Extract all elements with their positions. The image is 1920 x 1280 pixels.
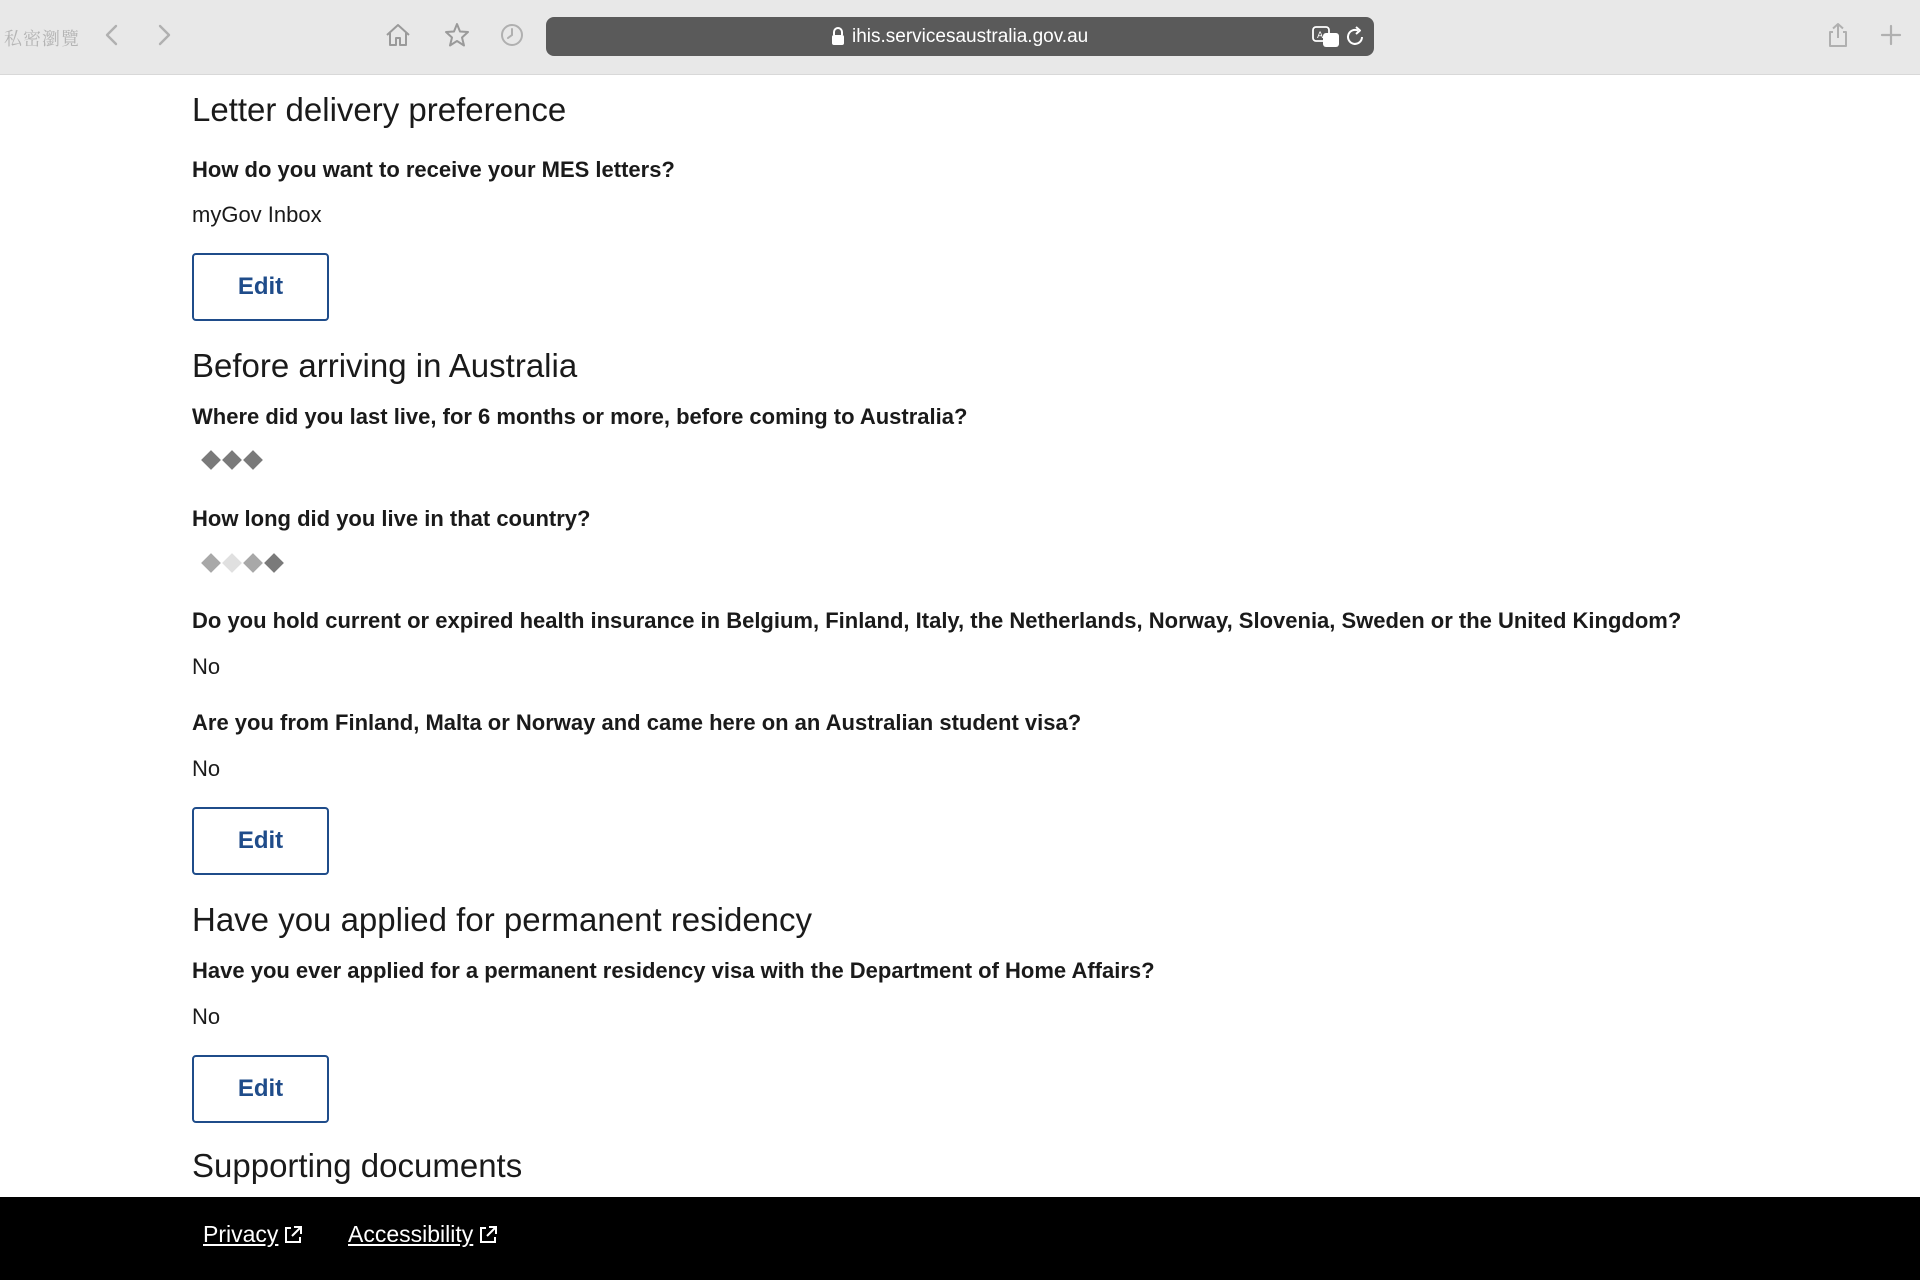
answer-how-long-masked — [204, 556, 288, 570]
translate-icon[interactable] — [1312, 25, 1340, 49]
external-link-icon — [477, 1224, 499, 1246]
section-title-supporting-documents: Supporting documents — [192, 1147, 523, 1184]
masked-char — [222, 553, 242, 573]
masked-char — [243, 553, 263, 573]
answer-mes-letters: myGov Inbox — [192, 202, 322, 227]
svg-text:A: A — [1317, 31, 1324, 41]
edit-before-arriving-button[interactable]: Edit — [192, 807, 329, 875]
masked-char — [201, 450, 221, 470]
home-icon[interactable] — [383, 20, 413, 50]
question-mes-letters: How do you want to receive your MES letters? — [192, 157, 675, 182]
section-title-letter-delivery: Letter delivery preference — [192, 91, 567, 128]
masked-char — [243, 450, 263, 470]
lock-icon — [829, 26, 847, 46]
external-link-icon — [282, 1224, 304, 1246]
privacy-link-label: Privacy — [203, 1221, 279, 1247]
accessibility-link[interactable] — [348, 1221, 499, 1248]
section-title-permanent-residency: Have you applied for permanent residency — [192, 901, 813, 938]
back-icon[interactable] — [98, 20, 128, 50]
star-icon[interactable] — [442, 20, 472, 50]
share-icon[interactable] — [1823, 20, 1853, 50]
section-title-before-arriving: Before arriving in Australia — [192, 347, 578, 384]
url-text: ihis.servicesaustralia.gov.au — [852, 26, 1089, 47]
browser-toolbar — [0, 0, 1920, 75]
edit-letter-button[interactable]: Edit — [192, 253, 329, 321]
masked-char — [201, 553, 221, 573]
question-how-long: How long did you live in that country? — [192, 506, 591, 531]
address-bar[interactable] — [546, 17, 1374, 56]
history-icon[interactable] — [497, 20, 527, 50]
question-student-visa: Are you from Finland, Malta or Norway and came here on an Australian student visa? — [192, 710, 1082, 735]
answer-last-lived-masked — [204, 453, 267, 467]
question-last-lived: Where did you last live, for 6 months or more, before coming to Australia? — [192, 404, 968, 429]
edit-residency-button[interactable]: Edit — [192, 1055, 329, 1123]
reload-icon[interactable] — [1344, 25, 1366, 49]
accessibility-link-label: Accessibility — [348, 1221, 474, 1247]
answer-pr-visa: No — [192, 1004, 221, 1029]
page-footer — [0, 1197, 1920, 1280]
masked-char — [264, 553, 284, 573]
answer-health-insurance: No — [192, 654, 221, 679]
privacy-link[interactable] — [203, 1221, 304, 1248]
forward-icon[interactable] — [148, 20, 178, 50]
private-browsing-label: 私密瀏覽 — [4, 29, 80, 50]
new-tab-icon[interactable] — [1876, 20, 1906, 50]
question-health-insurance: Do you hold current or expired health insurance in Belgium, Finland, Italy, the Netherlands, Norway, Slovenia, Sweden or the United Kingdom? — [192, 608, 1682, 633]
question-pr-visa: Have you ever applied for a permanent residency visa with the Department of Home Affairs? — [192, 958, 1155, 983]
answer-student-visa: No — [192, 756, 221, 781]
masked-char — [222, 450, 242, 470]
